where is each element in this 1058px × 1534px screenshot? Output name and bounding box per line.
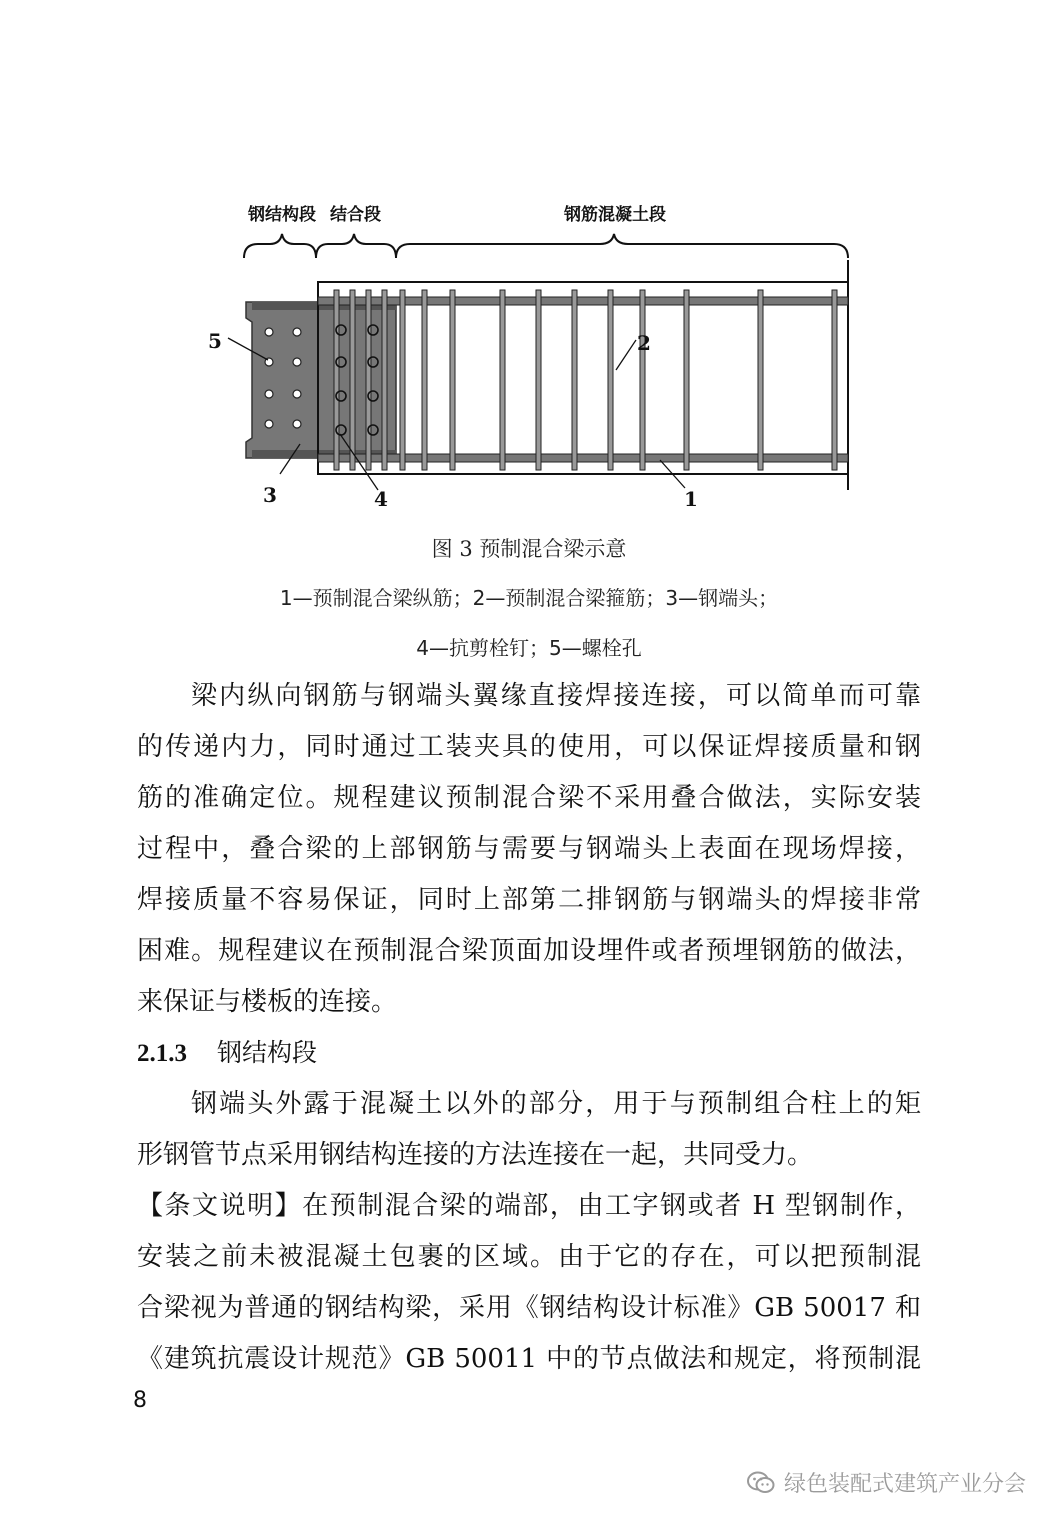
paragraph-line: 焊接质量不容易保证，同时上部第二排钢筋与钢端头的焊接非常: [137, 885, 921, 915]
label-n4: 4: [374, 487, 388, 511]
page-number: 8: [133, 1388, 147, 1413]
paragraph-line: 梁内纵向钢筋与钢端头翼缘直接焊接连接，可以简单而可靠: [191, 681, 921, 711]
label-n1: 1: [684, 487, 698, 511]
label-rc-segment: 钢筋混凝土段: [564, 205, 666, 225]
figure-legend-line-1: 1—预制混合梁纵筋；2—预制混合梁箍筋；3—钢端头；: [279, 586, 779, 610]
concrete-outline: [318, 282, 848, 474]
wechat-icon: [746, 1470, 776, 1496]
paragraph-line: 合梁视为普通的钢结构梁，采用《钢结构设计标准》GB 50017 和: [137, 1293, 921, 1323]
section-number: 2.1.3: [137, 1040, 187, 1067]
label-n5: 5: [208, 329, 222, 353]
paragraph-line: 过程中，叠合梁的上部钢筋与需要与钢端头上表面在现场焊接，: [137, 834, 921, 864]
paragraph-line: 筋的准确定位。规程建议预制混合梁不采用叠合做法，实际安装: [137, 783, 921, 813]
section-title: 钢结构段: [217, 1038, 318, 1067]
watermark-text: 绿色装配式建筑产业分会: [783, 1472, 1026, 1497]
paragraph-line: 的传递内力，同时通过工装夹具的使用，可以保证焊接质量和钢: [137, 732, 921, 762]
paragraph-line: 困难。规程建议在预制混合梁顶面加设埋件或者预埋钢筋的做法，: [137, 936, 921, 966]
paragraph-line: 来保证与楼板的连接。: [137, 987, 398, 1017]
paragraph-line: 形钢管节点采用钢结构连接的方法连接在一起，共同受力。: [137, 1140, 814, 1170]
section-heading: [137, 1036, 317, 1071]
beam-diagram: [200, 190, 880, 520]
label-steel-segment: 钢结构段: [248, 205, 316, 225]
stirrups: [334, 290, 837, 470]
label-n2: 2: [637, 331, 651, 355]
paragraph-line: 《建筑抗震设计规范》GB 50011 中的节点做法和规定，将预制混: [137, 1344, 921, 1374]
paragraph-line: 安装之前未被混凝土包裹的区域。由于它的存在，可以把预制混: [137, 1242, 921, 1272]
figure-legend-line-2: 4—抗剪栓钉；5—螺栓孔: [416, 636, 642, 660]
label-joint-segment: 结合段: [330, 205, 381, 225]
segment-braces: [244, 234, 848, 258]
watermark: [746, 1467, 1026, 1498]
figure-title: 图 3 预制混合梁示意: [431, 537, 627, 561]
paragraph-line: 钢端头外露于混凝土以外的部分，用于与预制组合柱上的矩: [191, 1089, 921, 1119]
label-n3: 3: [263, 483, 277, 507]
paragraph-line: 【条文说明】在预制混合梁的端部，由工字钢或者 H 型钢制作，: [137, 1191, 921, 1221]
longitudinal-bars: [318, 297, 848, 462]
